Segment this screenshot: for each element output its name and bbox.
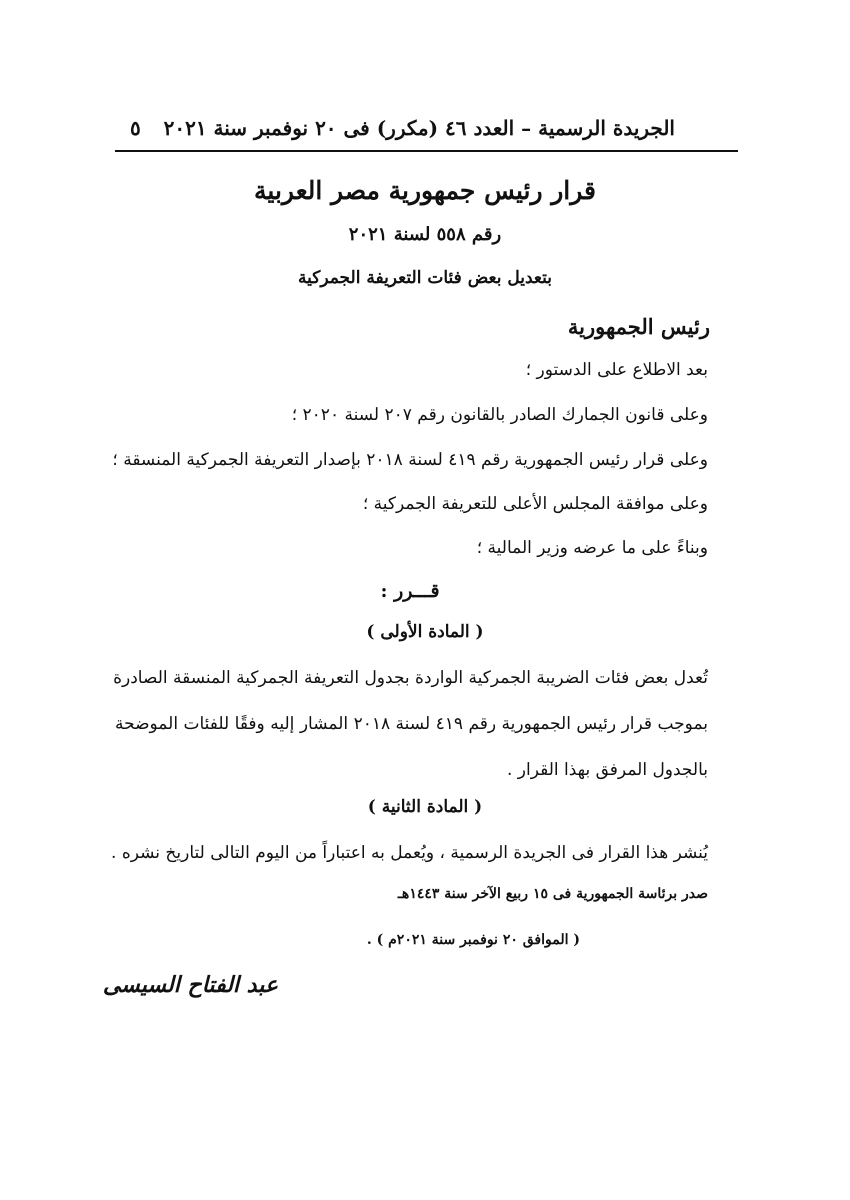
page-header <box>115 108 740 146</box>
president-heading: رئيس الجمهورية <box>567 314 710 339</box>
recital-line: بعد الاطلاع على الدستور ؛ <box>525 360 708 380</box>
decree-subject: بتعديل بعض فئات التعريفة الجمركية <box>298 268 552 288</box>
recital-line: وعلى قرار رئيس الجمهورية رقم ٤١٩ لسنة ٢٠١٨ بإصدار التعريفة الجمركية المنسقة ؛ <box>112 450 708 470</box>
decree-title: قرار رئيس جمهورية مصر العربية <box>254 176 596 205</box>
recital-line: وبناءً على ما عرضه وزير المالية ؛ <box>476 538 708 558</box>
gazette-header-title: الجريدة الرسمية – العدد ٤٦ (مكرر) فى ٢٠ نوفمبر سنة ٢٠٢١ <box>163 116 675 140</box>
header-divider <box>115 150 738 152</box>
issued-date: صدر برئاسة الجمهورية فى ١٥ ربيع الآخر سنة ١٤٤٣هـ <box>397 886 708 902</box>
page-number: ٥ <box>130 116 141 140</box>
article-2-heading: ( المادة الثانية ) <box>367 797 483 817</box>
article-1-text-line: بموجب قرار رئيس الجمهورية رقم ٤١٩ لسنة ٢٠١٨ المشار إليه وفقًا للفئات الموضحة <box>115 714 709 734</box>
decided-heading: قـــرر : <box>380 580 440 602</box>
corresponding-date: ( الموافق ٢٠ نوفمبر سنة ٢٠٢١م ) . <box>366 932 580 948</box>
article-1-text-line: تُعدل بعض فئات الضريبة الجمركية الواردة بجدول التعريفة الجمركية المنسقة الصادرة <box>113 668 708 688</box>
president-signature: عبد الفتاح السيسى <box>102 972 278 998</box>
recital-line: وعلى موافقة المجلس الأعلى للتعريفة الجمركية ؛ <box>362 494 708 514</box>
decree-number: رقم ٥٥٨ لسنة ٢٠٢١ <box>348 224 502 245</box>
recital-line: وعلى قانون الجمارك الصادر بالقانون رقم ٢٠٧ لسنة ٢٠٢٠ ؛ <box>291 405 708 425</box>
article-2-text: يُنشر هذا القرار فى الجريدة الرسمية ، ويُعمل به اعتباراً من اليوم التالى لتاريخ نشره . <box>111 843 708 863</box>
article-1-text-line: بالجدول المرفق بهذا القرار . <box>506 760 708 780</box>
article-1-heading: ( المادة الأولى ) <box>366 622 484 642</box>
